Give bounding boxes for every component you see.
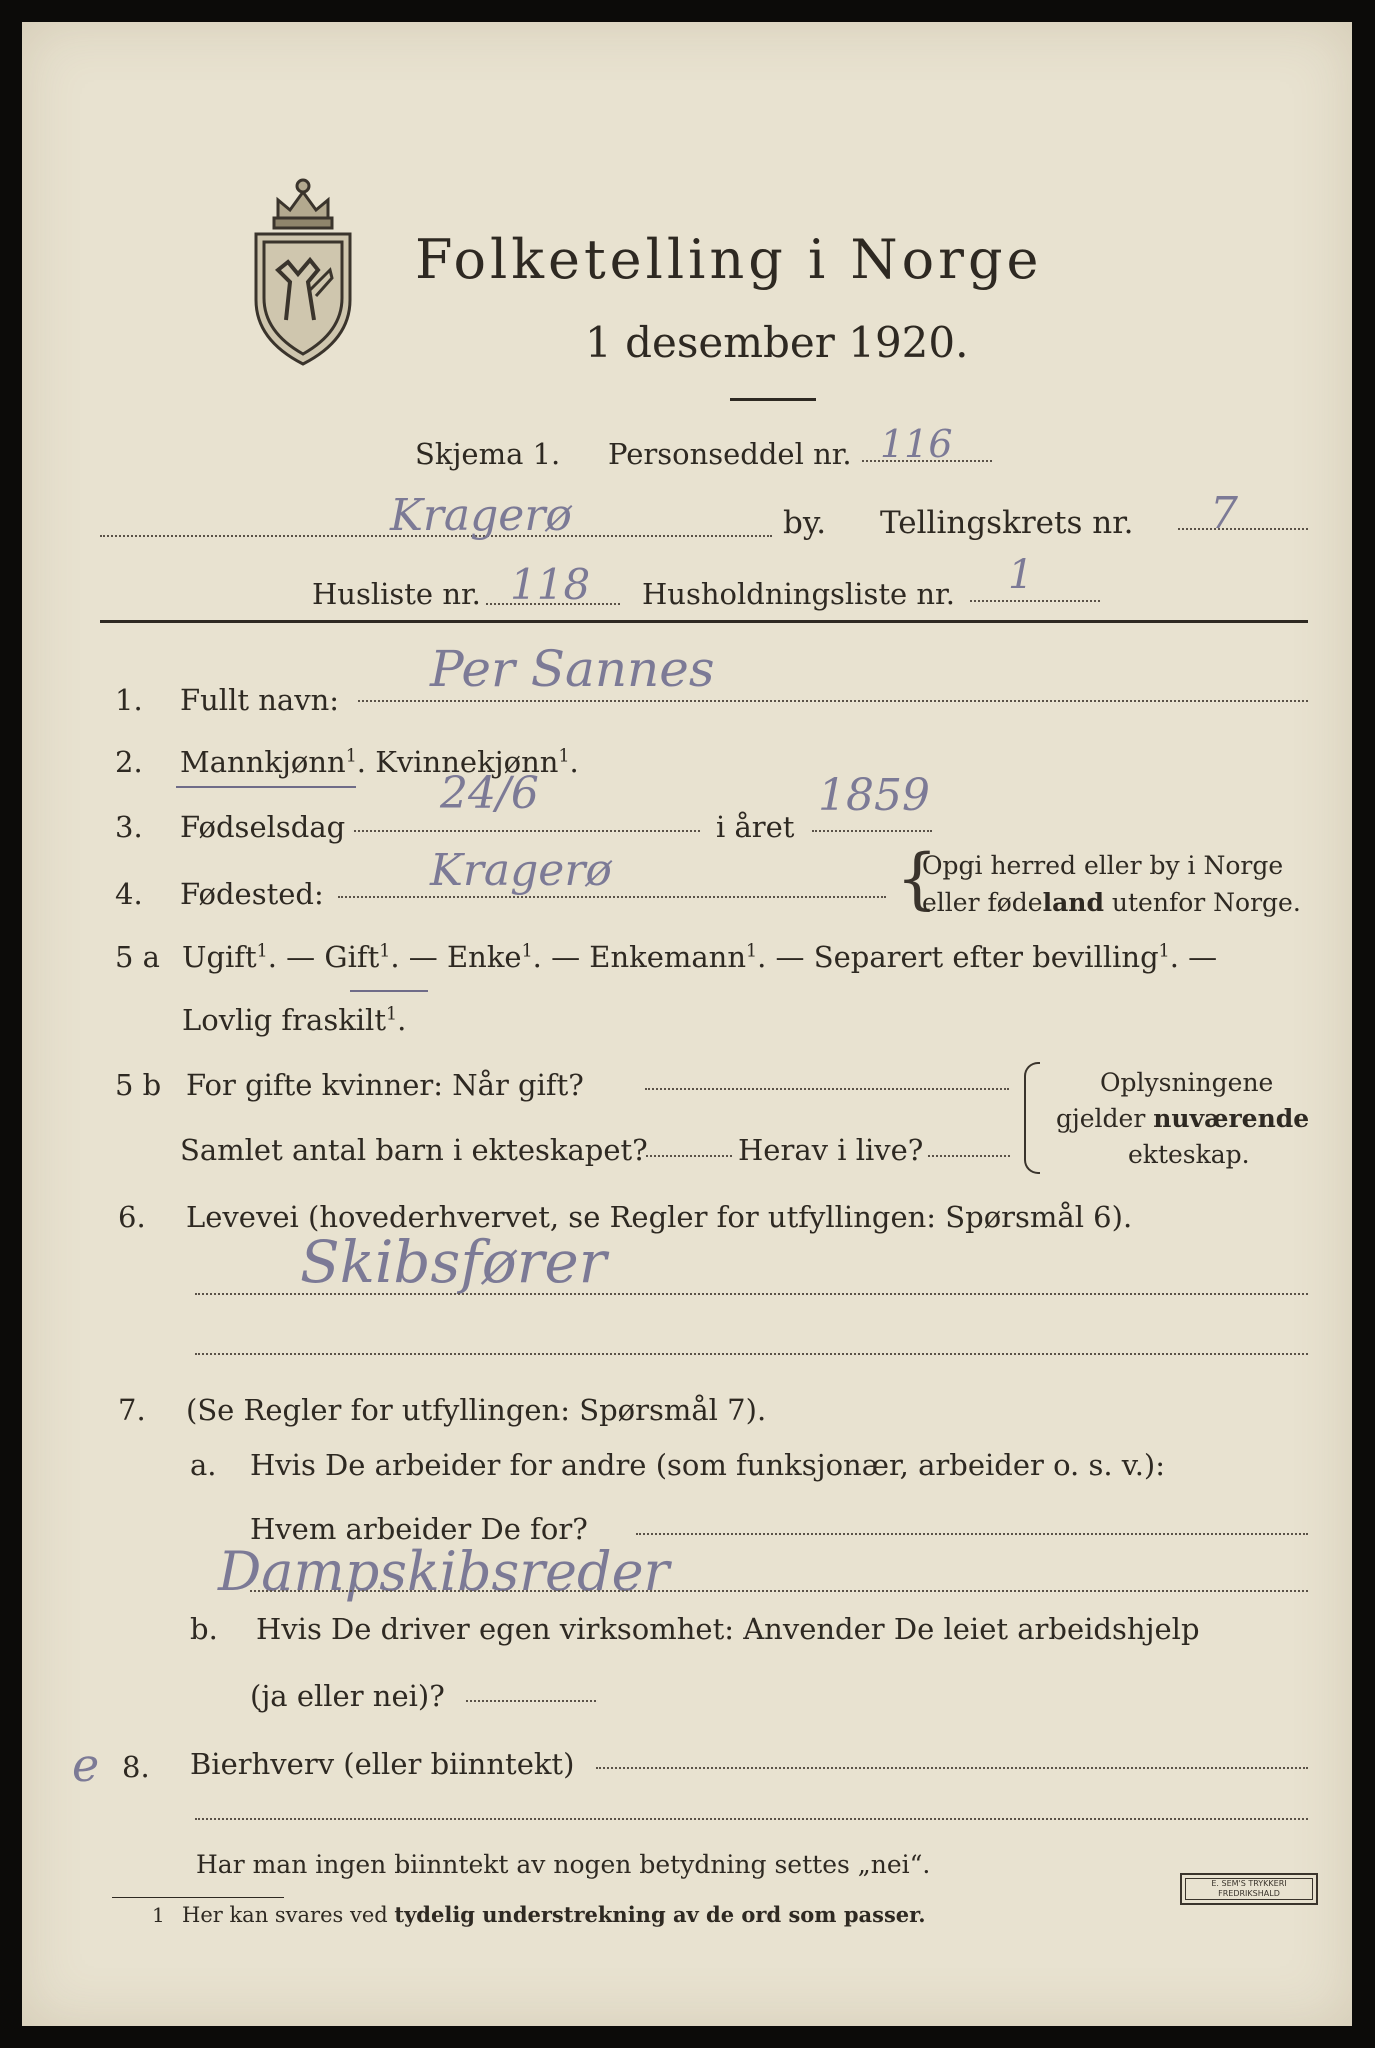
birth-year-field[interactable] <box>812 830 932 832</box>
children-total-field[interactable] <box>646 1155 732 1157</box>
q4-note-brace: { <box>896 840 938 917</box>
schema-label: Skjema 1. <box>415 437 561 471</box>
q2-number: 2. <box>115 745 143 779</box>
printer-stamp: E. SEM'S TRYKKERI FREDRIKSHALD <box>1180 1873 1318 1905</box>
header-bottom-rule <box>100 620 1308 623</box>
option-separert[interactable]: Separert efter bevilling <box>813 940 1159 974</box>
q5b-note-line3: ekteskap. <box>1128 1140 1250 1169</box>
personseddel-label: Personseddel nr. <box>608 437 852 471</box>
by-label: by. <box>783 505 827 541</box>
q6-label: Levevei (hovederhvervet, se Regler for utfyllingen: Spørsmål 6). <box>186 1200 1133 1234</box>
gift-underline <box>350 990 428 992</box>
q8-margin-mark: e <box>72 1738 100 1792</box>
birthday-field[interactable] <box>354 830 700 832</box>
husholdningsliste-label: Husholdningsliste nr. <box>642 577 955 611</box>
q7-label: (Se Regler for utfyllingen: Spørsmål 7). <box>186 1393 767 1427</box>
by-value: Kragerø <box>390 490 572 541</box>
footnote-text: Her kan svares ved tydelig understrekning av de ord som passer. <box>182 1902 926 1927</box>
side-income-field-line2[interactable] <box>195 1818 1308 1820</box>
q8-note: Har man ingen biinntekt av nogen betydning settes „nei“. <box>196 1850 931 1879</box>
q4-note-line1: Opgi herred eller by i Norge <box>922 851 1284 880</box>
option-kvinnekjonn[interactable]: Kvinnekjønn <box>375 745 559 779</box>
q5b-children-label: Samlet antal barn i ekteskapet? <box>180 1133 648 1167</box>
employer-field[interactable] <box>636 1533 1308 1535</box>
option-gift[interactable]: Gift <box>324 940 380 974</box>
footnote-rule <box>112 1897 284 1898</box>
q7b-letter: b. <box>190 1612 218 1646</box>
q1-label: Fullt navn: <box>180 683 340 717</box>
birth-year-value: 1859 <box>818 770 930 821</box>
q5b-note-line1: Oplysningene <box>1100 1068 1274 1097</box>
form-title: Folketelling i Norge <box>415 228 1043 291</box>
header-divider <box>730 398 816 401</box>
option-enkemann[interactable]: Enkemann <box>589 940 747 974</box>
q4-label: Fødested: <box>180 877 324 911</box>
footnote-mark: 1 <box>152 1903 165 1927</box>
q5b-married-when-label: For gifte kvinner: Når gift? <box>186 1068 584 1102</box>
occupation-field[interactable] <box>195 1293 1308 1295</box>
q8-label: Bierhverv (eller biinntekt) <box>190 1747 575 1781</box>
q7b-question: (ja eller nei)? <box>250 1679 445 1713</box>
tellingskrets-label: Tellingskrets nr. <box>880 505 1134 541</box>
hired-help-field[interactable] <box>466 1700 596 1702</box>
q7-number: 7. <box>118 1393 146 1427</box>
option-mannkjonn[interactable]: Mannkjønn <box>180 745 346 779</box>
employer-value: Dampskibsreder <box>218 1540 670 1603</box>
q2-options: Mannkjønn$^1$. Kvinnekjønn$^1$. <box>180 745 579 779</box>
q4-number: 4. <box>115 877 143 911</box>
husholdningsliste-field[interactable] <box>970 600 1100 602</box>
married-when-field[interactable] <box>645 1088 1009 1090</box>
personseddel-value: 116 <box>880 422 953 466</box>
husliste-value: 118 <box>510 560 591 609</box>
q7a-letter: a. <box>190 1448 217 1482</box>
husholdningsliste-value: 1 <box>1008 552 1034 598</box>
birthplace-field[interactable] <box>338 896 886 898</box>
q5a-number: 5 a <box>115 940 160 974</box>
tellingskrets-value: 7 <box>1210 488 1238 539</box>
form-date: 1 desember 1920. <box>585 318 969 367</box>
year-label: i året <box>716 810 795 844</box>
option-enke[interactable]: Enke <box>446 940 522 974</box>
q4-note-line2: eller fødeland utenfor Norge. <box>922 888 1301 917</box>
q5b-note-line2: gjelder nuværende <box>1056 1104 1310 1133</box>
employer-field-line2[interactable] <box>250 1590 1308 1592</box>
occupation-field-line2[interactable] <box>195 1353 1308 1355</box>
children-alive-field[interactable] <box>928 1155 1010 1157</box>
full-name-field[interactable] <box>358 700 1308 702</box>
q6-number: 6. <box>118 1200 146 1234</box>
q1-number: 1. <box>115 683 143 717</box>
q7a-question: Hvem arbeider De for? <box>250 1512 588 1546</box>
side-income-field[interactable] <box>596 1767 1308 1769</box>
q5a-options: Ugift$^1$. — Gift$^1$. — Enke$^1$. — Enkemann$^1$. — Separert efter bevilling$^1$. — <box>182 940 1218 974</box>
birthday-value: 24/6 <box>440 768 539 819</box>
option-fraskilt[interactable]: Lovlig fraskilt$^1$. <box>182 1003 407 1037</box>
norway-coat-of-arms-icon <box>248 170 358 366</box>
q3-number: 3. <box>115 810 143 844</box>
tellingskrets-field[interactable] <box>1178 528 1308 530</box>
q7b-text: Hvis De driver egen virksomhet: Anvender De leiet arbeidshjelp <box>256 1612 1200 1646</box>
birthplace-value: Kragerø <box>430 845 612 896</box>
full-name-value: Per Sannes <box>430 640 715 698</box>
q5b-alive-label: Herav i live? <box>738 1133 924 1167</box>
q3-label: Fødselsdag <box>180 810 346 844</box>
husliste-label: Husliste nr. <box>312 577 481 611</box>
option-ugift[interactable]: Ugift <box>182 940 257 974</box>
q8-number: 8. <box>122 1750 150 1784</box>
q5b-note-brace <box>1024 1062 1040 1174</box>
q5b-number: 5 b <box>115 1068 162 1102</box>
occupation-value: Skibsfører <box>300 1228 607 1296</box>
mannkjonn-underline <box>176 786 356 788</box>
q7a-text: Hvis De arbeider for andre (som funksjonær, arbeider o. s. v.): <box>250 1448 1166 1482</box>
